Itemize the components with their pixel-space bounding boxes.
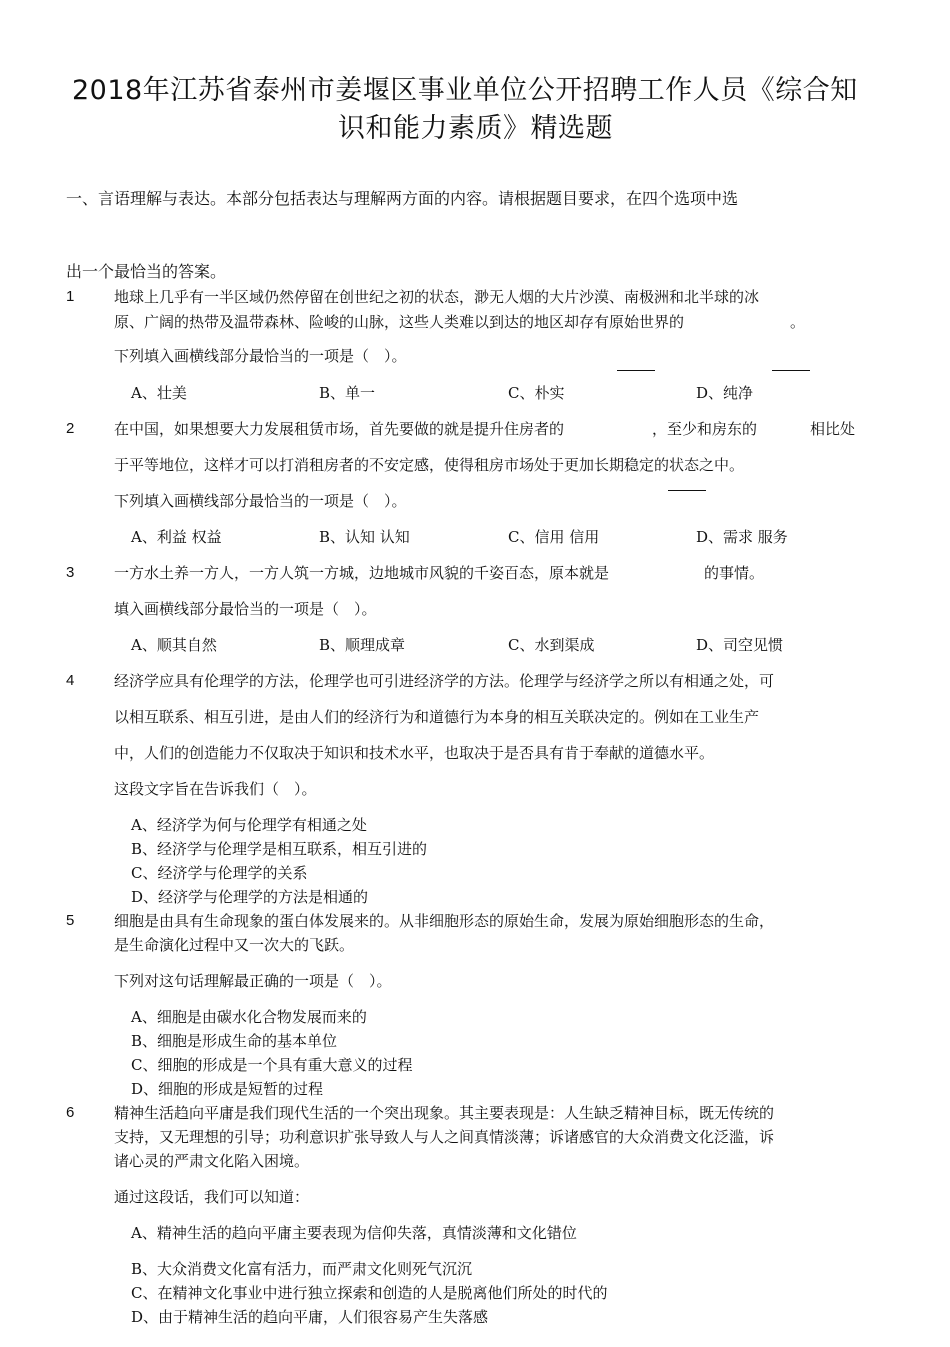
section-intro-line-2: 出一个最恰当的答案。 bbox=[66, 262, 227, 281]
section-intro-line-1: 一、言语理解与表达。本部分包括表达与理解两方面的内容。请根据题目要求，在四个选项中选 bbox=[66, 189, 739, 208]
option-d[interactable]: D、纯净 bbox=[696, 384, 754, 402]
question-stem-line: 支持，又无理想的引导；功利意识扩张导致人与人之间真情淡薄；诉诸感官的大众消费文化泛滥，诉 bbox=[114, 1128, 775, 1146]
question-number: 3 bbox=[66, 564, 75, 581]
question-stem-line: 以相互联系、相互引进，是由人们的经济行为和道德行为本身的相互关联决定的。例如在工业生产 bbox=[114, 708, 760, 726]
option-a[interactable]: A、利益 权益 bbox=[131, 528, 222, 546]
question-stem-line: 诸心灵的严肃文化陷入困境。 bbox=[114, 1152, 310, 1170]
option-c[interactable]: C、在精神文化事业中进行独立探索和创造的人是脱离他们所处的时代的 bbox=[131, 1284, 608, 1302]
option-c[interactable]: C、朴实 bbox=[508, 384, 565, 402]
question-prompt: 下列填入画横线部分最恰当的一项是（ ）。 bbox=[114, 347, 407, 365]
question-stem-line: 精神生活趋向平庸是我们现代生活的一个突出现象。其主要表现是：人生缺乏精神目标，既无传统的 bbox=[114, 1104, 775, 1122]
answer-blank-line bbox=[772, 370, 810, 371]
option-d[interactable]: D、司空见惯 bbox=[696, 636, 784, 654]
option-d[interactable]: D、经济学与伦理学的方法是相通的 bbox=[131, 888, 369, 906]
option-a[interactable]: A、经济学为何与伦理学有相通之处 bbox=[131, 816, 367, 834]
question-stem-line: 中，人们的创造能力不仅取决于知识和技术水平，也取决于是否具有肯于奉献的道德水平。 bbox=[114, 744, 715, 762]
option-d[interactable]: D、需求 服务 bbox=[696, 528, 788, 546]
option-b[interactable]: B、单一 bbox=[319, 384, 376, 402]
question-number: 5 bbox=[66, 912, 75, 929]
option-d[interactable]: D、由于精神生活的趋向平庸，人们很容易产生失落感 bbox=[131, 1308, 489, 1326]
option-b[interactable]: B、顺理成章 bbox=[319, 636, 406, 654]
option-a[interactable]: A、顺其自然 bbox=[131, 636, 217, 654]
question-prompt: 下列对这句话理解最正确的一项是（ ）。 bbox=[114, 972, 392, 990]
question-stem-line: 相比处 bbox=[810, 420, 856, 438]
page-title-line-1: 2018年江苏省泰州市姜堰区事业单位公开招聘工作人员《综合知 bbox=[72, 75, 858, 106]
option-c[interactable]: C、经济学与伦理学的关系 bbox=[131, 864, 308, 882]
option-c[interactable]: C、信用 信用 bbox=[508, 528, 600, 546]
question-stem-line: 在中国，如果想要大力发展租赁市场，首先要做的就是提升住房者的 bbox=[114, 420, 565, 438]
answer-blank-line bbox=[668, 490, 706, 491]
answer-blank-line bbox=[617, 370, 655, 371]
option-c[interactable]: C、细胞的形成是一个具有重大意义的过程 bbox=[131, 1056, 413, 1074]
option-b[interactable]: B、大众消费文化富有活力，而严肃文化则死气沉沉 bbox=[131, 1260, 473, 1278]
question-stem-line: 地球上几乎有一半区域仍然停留在创世纪之初的状态，渺无人烟的大片沙漠、南极洲和北半球的冰 bbox=[114, 288, 760, 306]
question-number: 1 bbox=[66, 288, 75, 305]
question-stem-line: 是生命演化过程中又一次大的飞跃。 bbox=[114, 936, 355, 954]
question-stem-line: 的事情。 bbox=[704, 564, 765, 582]
question-stem-line: 原、广阔的热带及温带森林、险峻的山脉，这些人类难以到达的地区却存有原始世界的 bbox=[114, 313, 685, 331]
option-a[interactable]: A、细胞是由碳水化合物发展而来的 bbox=[131, 1008, 367, 1026]
option-a[interactable]: A、精神生活的趋向平庸主要表现为信仰失落，真情淡薄和文化错位 bbox=[131, 1224, 577, 1242]
question-number: 2 bbox=[66, 420, 75, 437]
option-b[interactable]: B、经济学与伦理学是相互联系，相互引进的 bbox=[131, 840, 428, 858]
question-stem-line: 于平等地位，这样才可以打消租房者的不安定感，使得租房市场处于更加长期稳定的状态之中。 bbox=[114, 456, 745, 474]
option-b[interactable]: B、细胞是形成生命的基本单位 bbox=[131, 1032, 338, 1050]
question-number: 6 bbox=[66, 1104, 75, 1121]
question-prompt: 这段文字旨在告诉我们（ ）。 bbox=[114, 780, 317, 798]
question-stem-line: ，至少和房东的 bbox=[652, 420, 758, 438]
option-d[interactable]: D、细胞的形成是短暂的过程 bbox=[131, 1080, 324, 1098]
question-stem-line: 。 bbox=[790, 313, 806, 331]
question-prompt: 填入画横线部分最恰当的一项是（ ）。 bbox=[114, 600, 377, 618]
option-c[interactable]: C、水到渠成 bbox=[508, 636, 595, 654]
question-prompt: 下列填入画横线部分最恰当的一项是（ ）。 bbox=[114, 492, 407, 510]
question-stem-line: 经济学应具有伦理学的方法，伦理学也可引进经济学的方法。伦理学与经济学之所以有相通之处，可 bbox=[114, 672, 775, 690]
option-b[interactable]: B、认知 认知 bbox=[319, 528, 410, 546]
page-title-line-2: 识和能力素质》精选题 bbox=[338, 113, 613, 144]
question-stem-line: 一方水土养一方人，一方人筑一方城，边地城市风貌的千姿百态，原本就是 bbox=[114, 564, 610, 582]
option-a[interactable]: A、壮美 bbox=[131, 384, 187, 402]
question-stem-line: 细胞是由具有生命现象的蛋白体发展来的。从非细胞形态的原始生命，发展为原始细胞形态的生命， bbox=[114, 912, 775, 930]
question-number: 4 bbox=[66, 672, 75, 689]
question-prompt: 通过这段话，我们可以知道： bbox=[114, 1188, 310, 1206]
